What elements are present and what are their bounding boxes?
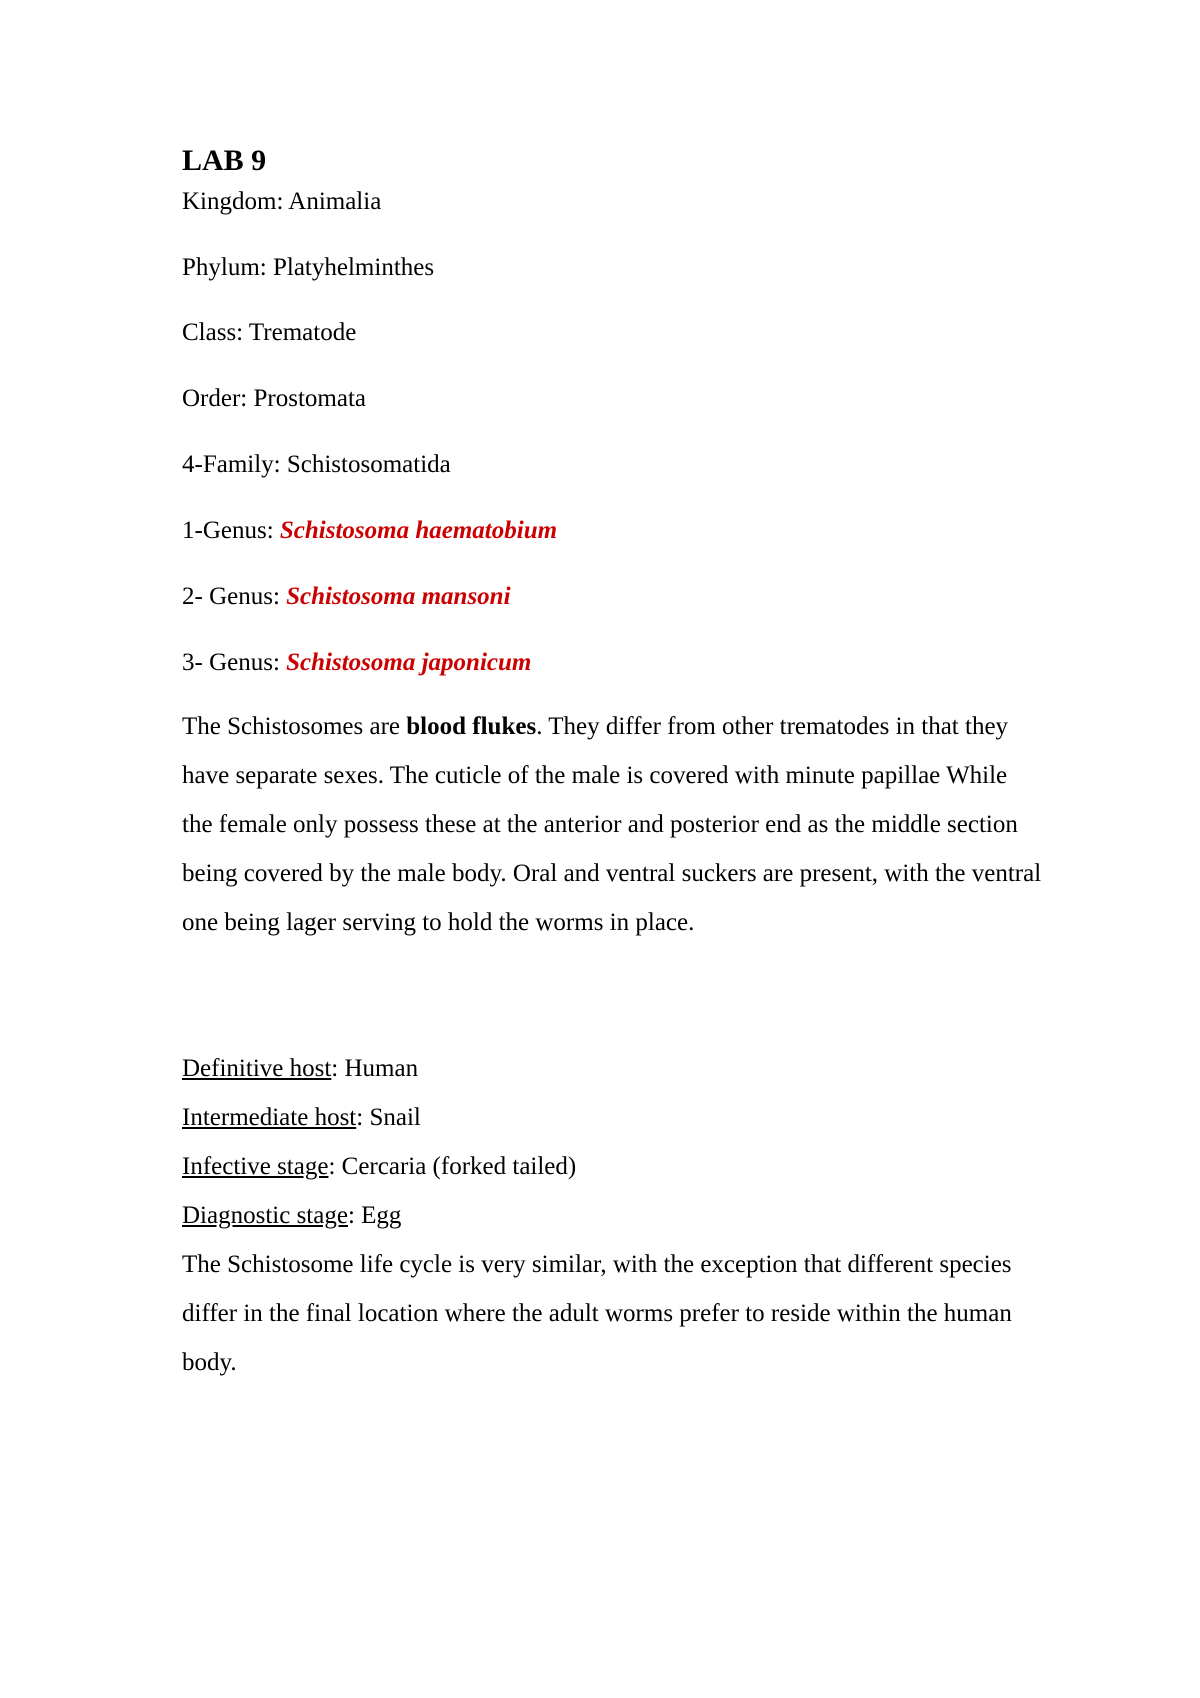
genus-line-1 bbox=[182, 516, 557, 546]
genus-prefix: 2- Genus: bbox=[182, 583, 287, 610]
host-label: Diagnostic stage bbox=[182, 1202, 348, 1229]
description-bold-term: blood flukes bbox=[406, 713, 537, 740]
host-label: Intermediate host bbox=[182, 1104, 357, 1131]
genus-prefix: 3- Genus: bbox=[182, 649, 287, 676]
definitive-host-line bbox=[182, 1054, 418, 1084]
genus-line-2 bbox=[182, 582, 511, 612]
host-value: : Human bbox=[331, 1055, 419, 1082]
order-line: Order: Prostomata bbox=[182, 385, 366, 412]
species-name: Schistosoma mansoni bbox=[286, 583, 511, 610]
intermediate-host-line bbox=[182, 1103, 421, 1133]
document-title: LAB 9 bbox=[182, 144, 267, 177]
host-value: : Cercaria (forked tailed) bbox=[328, 1153, 577, 1180]
phylum-line: Phylum: Platyhelminthes bbox=[182, 254, 435, 281]
family-line: 4-Family: Schistosomatida bbox=[182, 451, 451, 478]
description-text-rest: . They differ from other trematodes in that they have separate sexes. The cuticle of the male is covered with minute papillae While the female only possess these at the anterior and posterior end as the middle section being covered by the male body. Oral and ventral suckers are present, with the ventral one being lager serving to hold the worms in place. bbox=[182, 713, 1042, 936]
species-name: Schistosoma japonicum bbox=[286, 649, 532, 676]
genus-line-3 bbox=[182, 648, 531, 678]
host-value: : Snail bbox=[356, 1104, 421, 1131]
host-value: : Egg bbox=[347, 1202, 402, 1229]
diagnostic-stage-line bbox=[182, 1201, 401, 1231]
description-text-start: The Schistosomes are bbox=[182, 713, 407, 740]
infective-stage-line bbox=[182, 1152, 576, 1182]
class-line: Class: Trematode bbox=[182, 319, 357, 346]
host-label: Infective stage bbox=[182, 1153, 329, 1180]
life-cycle-paragraph: The Schistosome life cycle is very similar, with the exception that different species differ in the final location where the adult worms prefer to reside within the human body. bbox=[182, 1251, 1012, 1376]
kingdom-line: Kingdom: Animalia bbox=[182, 188, 382, 215]
host-label: Definitive host bbox=[182, 1055, 332, 1082]
genus-prefix: 1-Genus: bbox=[182, 517, 280, 544]
species-name: Schistosoma haematobium bbox=[279, 517, 558, 544]
description-paragraph bbox=[182, 702, 1042, 947]
